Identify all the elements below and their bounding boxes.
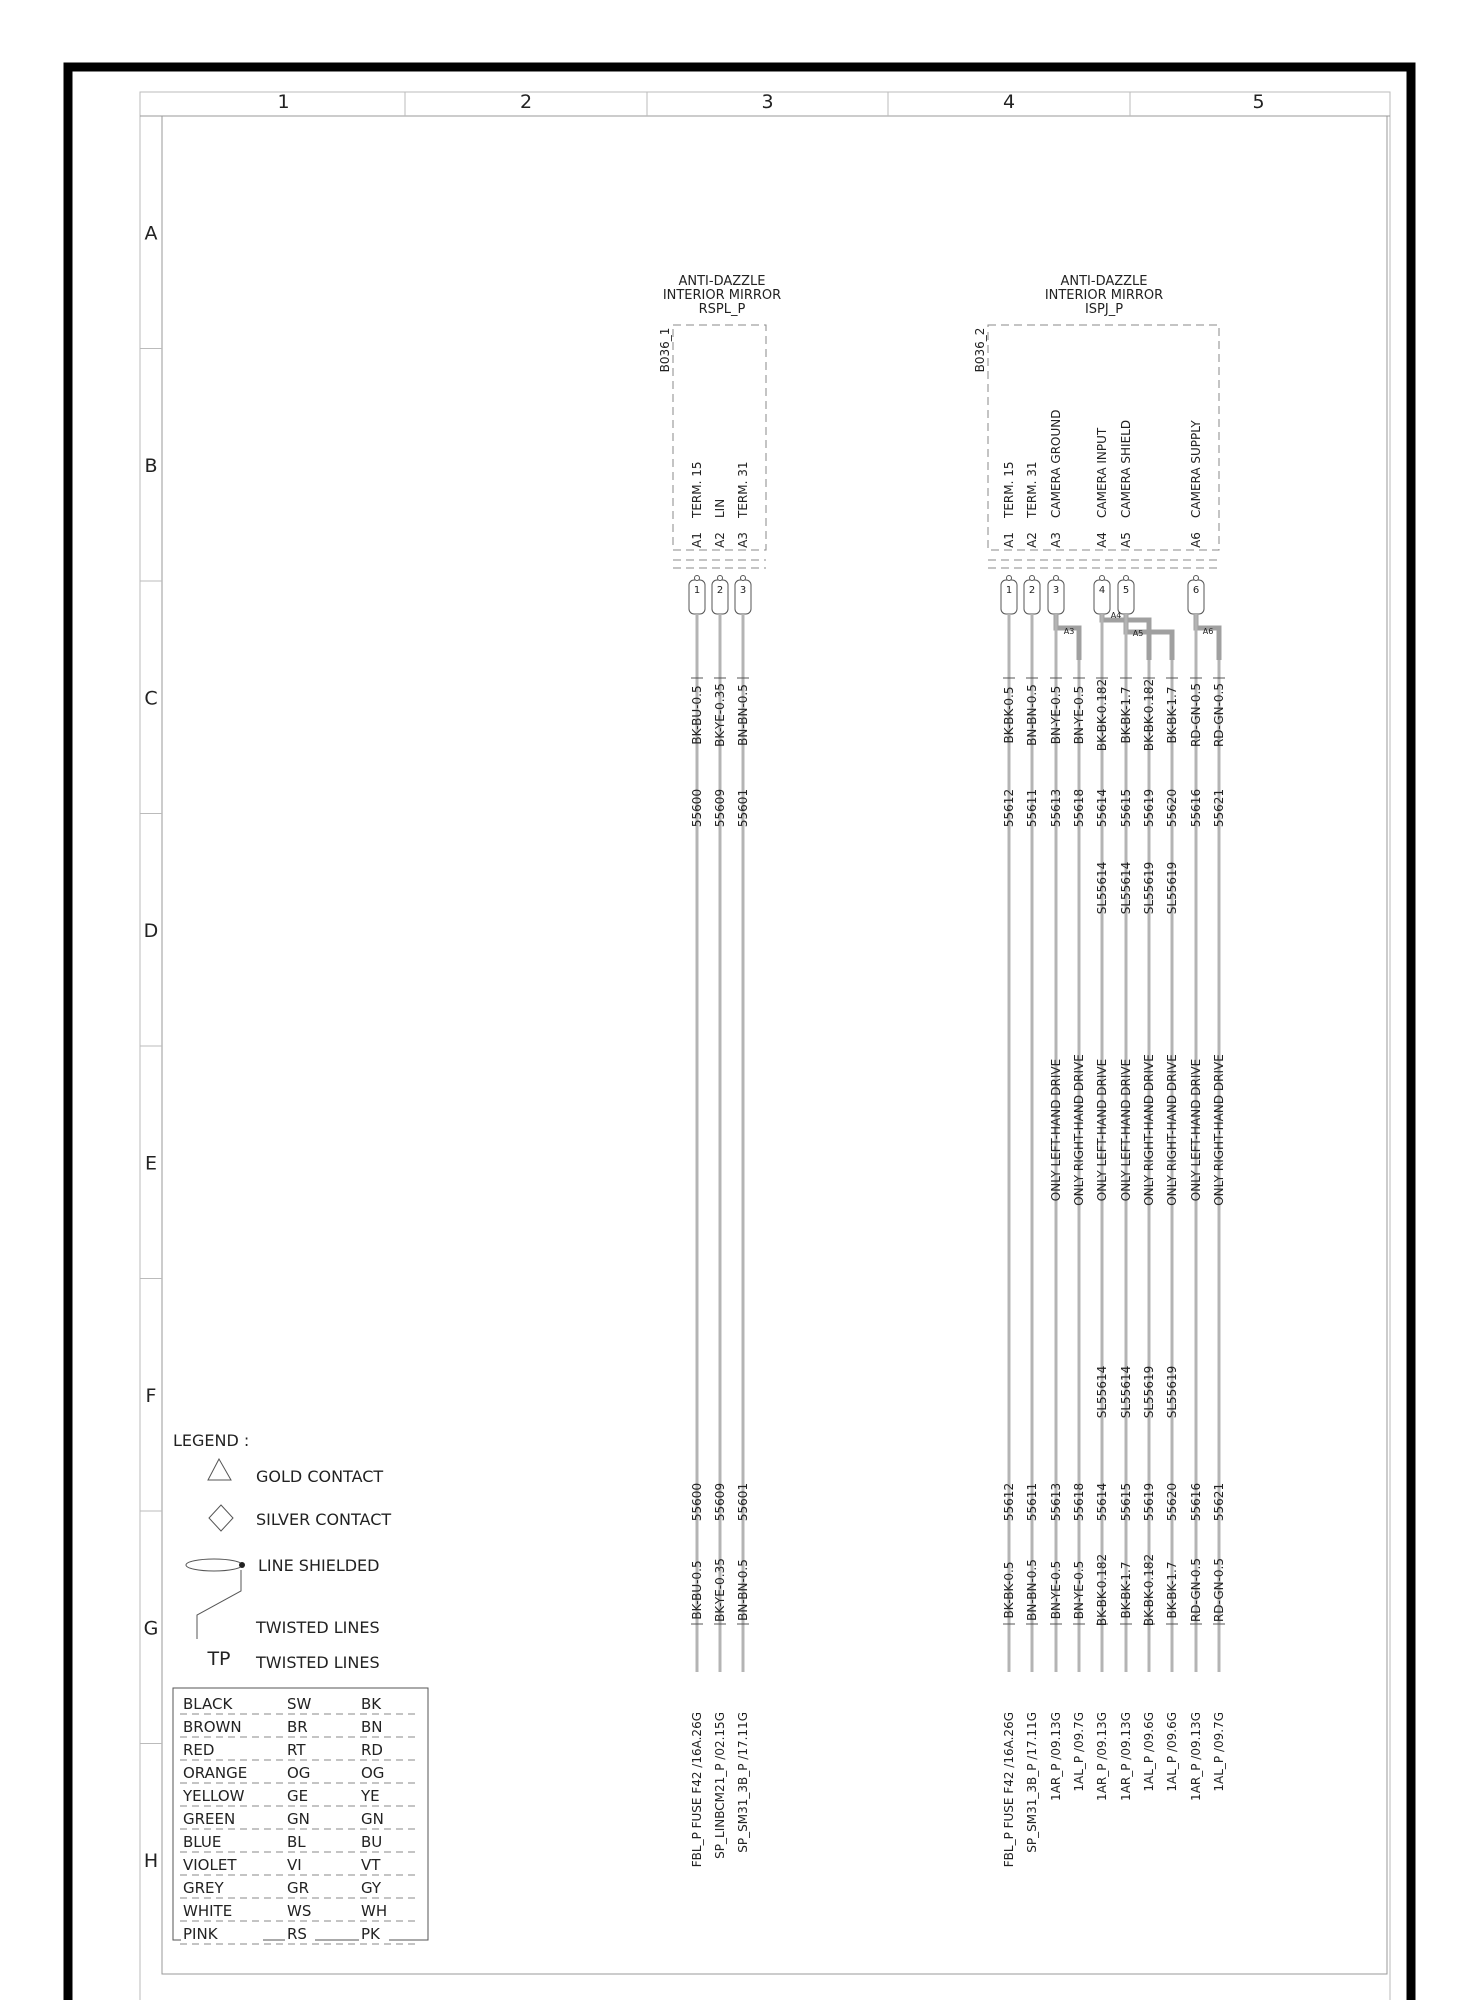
pin-number: 1	[693, 585, 701, 596]
grid-col-label: 1	[277, 91, 290, 113]
shield-label-top: SL55619	[1165, 861, 1179, 915]
color-table-cell: GREEN	[183, 1810, 236, 1828]
shield-label-bottom: SL55619	[1165, 1365, 1179, 1419]
destination-reference: SP_LINBCM21_P /02.15G	[713, 1712, 727, 1859]
color-table-cell: VI	[287, 1856, 302, 1874]
circuit-number-bottom: 55613	[1049, 1482, 1063, 1522]
component-id: B036_2	[973, 327, 987, 373]
color-table-cell: BROWN	[183, 1718, 242, 1736]
grid-row-label: E	[144, 1152, 158, 1175]
color-table-cell: BLACK	[183, 1695, 233, 1713]
pin-number: 6	[1192, 585, 1200, 596]
wire-spec-bottom: BN-YE-0.5	[1049, 1560, 1063, 1620]
wire-spec-top: RD-GN-0.5	[1212, 682, 1226, 748]
wire-spec-top: BN-YE-0.5	[1072, 685, 1086, 745]
wire-spec-bottom: BK-BK-0.182	[1095, 1553, 1109, 1627]
color-table-cell: SW	[287, 1695, 312, 1713]
pin-contact	[695, 576, 700, 581]
drive-variant-note: ONLY RIGHT-HAND DRIVE	[1072, 1054, 1086, 1206]
component-title-line: ANTI-DAZZLE	[1060, 274, 1148, 289]
wire-spec-bottom: BN-YE-0.5	[1072, 1560, 1086, 1620]
wire-spec-top: BN-YE-0.5	[1049, 685, 1063, 745]
circuit-number-bottom: 55620	[1165, 1482, 1179, 1522]
drive-variant-note: ONLY LEFT-HAND DRIVE	[1095, 1058, 1109, 1202]
wire-spec-bottom: RD-GN-0.5	[1189, 1557, 1203, 1623]
wire-spec-bottom: BN-BN-0.5	[1025, 1559, 1039, 1621]
legend-label: GOLD CONTACT	[256, 1467, 384, 1486]
pin-id: A1	[690, 532, 704, 548]
color-table-cell: RD	[361, 1741, 383, 1759]
pin-function: CAMERA GROUND	[1049, 409, 1063, 518]
circuit-number-top: 55618	[1072, 788, 1086, 828]
circuit-number-bottom: 55621	[1212, 1482, 1226, 1522]
circuit-number-top: 55620	[1165, 788, 1179, 828]
pin-id: A6	[1189, 532, 1203, 548]
color-table-cell: VT	[361, 1856, 381, 1874]
pin-number: 3	[739, 585, 747, 596]
circuit-number-top: 55601	[736, 788, 750, 828]
drive-variant-note: ONLY RIGHT-HAND DRIVE	[1212, 1054, 1226, 1206]
destination-reference: 1AL_P /09.7G	[1212, 1712, 1226, 1792]
grid-row-label: B	[144, 454, 158, 477]
grid-row-label: A	[144, 222, 158, 245]
grid-col-label: 3	[761, 91, 774, 113]
pin-number: 3	[1052, 585, 1060, 596]
color-table-cell: OG	[361, 1764, 385, 1782]
wire-spec-top: BK-BK-1.7	[1119, 686, 1133, 744]
branch-label: A6	[1202, 627, 1214, 636]
color-table-cell: OG	[287, 1764, 311, 1782]
destination-reference: FBL_P FUSE F42 /16A.26G	[690, 1712, 704, 1868]
wire-spec-bottom: RD-GN-0.5	[1212, 1557, 1226, 1623]
color-table-cell: BLUE	[183, 1833, 222, 1851]
grid-col-label: 4	[1002, 91, 1016, 113]
color-table-cell: RT	[287, 1741, 306, 1759]
pin-function: LIN	[713, 498, 727, 518]
circuit-number-bottom: 55600	[690, 1482, 704, 1522]
color-table-cell: GY	[361, 1879, 382, 1897]
wire-spec-top: BK-BK-0.182	[1095, 678, 1109, 752]
wire-spec-top: BK-BU-0.5	[690, 685, 704, 745]
color-table-cell: WHITE	[183, 1902, 233, 1920]
wire-spec-bottom: BK-BK-0.5	[1002, 1561, 1016, 1619]
color-table-cell: YELLOW	[183, 1787, 245, 1805]
circuit-number-bottom: 55611	[1025, 1482, 1039, 1522]
pin-function: CAMERA INPUT	[1095, 427, 1109, 518]
pin-number: 2	[716, 585, 724, 596]
wire-spec-top: BN-BN-0.5	[736, 684, 750, 746]
color-table-cell: GR	[287, 1879, 310, 1897]
component-title-line: ISPJ_P	[1084, 302, 1124, 317]
branch-label: A5	[1132, 629, 1144, 638]
color-table-cell: BL	[287, 1833, 306, 1851]
circuit-number-top: 55614	[1095, 788, 1109, 828]
pin-function: TERM. 15	[690, 461, 704, 518]
circuit-number-top: 55619	[1142, 788, 1156, 828]
color-table-cell: GREY	[183, 1879, 224, 1897]
color-table-cell: WH	[361, 1902, 388, 1920]
circuit-number-top: 55600	[690, 788, 704, 828]
wire-spec-top: BN-BN-0.5	[1025, 684, 1039, 746]
circuit-number-bottom: 55612	[1002, 1482, 1016, 1522]
wire-spec-bottom: BK-BK-1.7	[1165, 1561, 1179, 1619]
pin-id: A3	[1049, 532, 1063, 548]
pin-id: A2	[1025, 532, 1039, 548]
wire-spec-top: BK-BK-0.5	[1002, 686, 1016, 744]
wire-spec-bottom: BN-BN-0.5	[736, 1559, 750, 1621]
pin-number: 4	[1098, 585, 1106, 596]
legend-title: LEGEND :	[173, 1431, 250, 1450]
pin-id: A3	[736, 532, 750, 548]
circuit-number-bottom: 55601	[736, 1482, 750, 1522]
drive-variant-note: ONLY LEFT-HAND DRIVE	[1049, 1058, 1063, 1202]
component-title-line: RSPL_P	[698, 302, 746, 317]
circuit-number-bottom: 55614	[1095, 1482, 1109, 1522]
pin-function: CAMERA SUPPLY	[1189, 420, 1203, 518]
pin-contact	[1124, 576, 1129, 581]
grid-col-label: 2	[519, 91, 533, 113]
grid-row-label: F	[145, 1384, 157, 1407]
shield-label-top: SL55619	[1142, 861, 1156, 915]
circuit-number-bottom: 55615	[1119, 1482, 1133, 1522]
circuit-number-top: 55615	[1119, 788, 1133, 828]
wire-spec-top: RD-GN-0.5	[1189, 682, 1203, 748]
color-table-cell: VIOLET	[183, 1856, 237, 1874]
component-title-line: ANTI-DAZZLE	[678, 274, 766, 289]
color-table-cell: PINK	[183, 1925, 218, 1943]
pin-contact	[1054, 576, 1059, 581]
component-id: B036_1	[658, 327, 672, 373]
wire-spec-top: BK-BK-0.182	[1142, 678, 1156, 752]
pin-contact	[1030, 576, 1035, 581]
grid-row-label: D	[143, 919, 159, 942]
color-table-cell: GN	[287, 1810, 310, 1828]
circuit-number-bottom: 55619	[1142, 1482, 1156, 1522]
destination-reference: SP_SM31_3B_P /17.11G	[1025, 1712, 1039, 1853]
pin-contact	[1100, 576, 1105, 581]
legend-label: TWISTED LINES	[256, 1618, 380, 1637]
legend-label: LINE SHIELDED	[258, 1556, 380, 1575]
pin-number: 5	[1122, 585, 1130, 596]
wire-spec-bottom: BK-BU-0.5	[690, 1560, 704, 1620]
destination-reference: 1AL_P /09.6G	[1165, 1712, 1179, 1792]
pin-contact	[1194, 576, 1199, 581]
pin-number: 1	[1005, 585, 1013, 596]
grid-row-label: C	[144, 687, 158, 710]
drive-variant-note: ONLY LEFT-HAND DRIVE	[1189, 1058, 1203, 1202]
shield-label-bottom: SL55614	[1095, 1365, 1109, 1419]
shield-label-top: SL55614	[1119, 861, 1133, 915]
pin-contact	[718, 576, 723, 581]
color-table-cell: WS	[287, 1902, 312, 1920]
color-table-cell: YE	[361, 1787, 380, 1805]
branch-label: A3	[1063, 627, 1075, 636]
destination-reference: 1AR_P /09.13G	[1049, 1712, 1063, 1801]
wire-spec-bottom: BK-BK-1.7	[1119, 1561, 1133, 1619]
grid-row-label: G	[143, 1617, 159, 1640]
color-table-cell: BK	[361, 1695, 382, 1713]
color-table-cell: BR	[287, 1718, 308, 1736]
pin-function: TERM. 31	[736, 461, 750, 518]
pin-function: TERM. 31	[1025, 461, 1039, 518]
legend-label: SILVER CONTACT	[256, 1510, 392, 1529]
color-table-cell: BN	[361, 1718, 383, 1736]
destination-reference: 1AR_P /09.13G	[1119, 1712, 1133, 1801]
color-table-cell: GE	[287, 1787, 309, 1805]
circuit-number-top: 55616	[1189, 788, 1203, 828]
destination-reference: SP_SM31_3B_P /17.11G	[736, 1712, 750, 1853]
shield-label-top: SL55614	[1095, 861, 1109, 915]
destination-reference: 1AR_P /09.13G	[1189, 1712, 1203, 1801]
legend-label: TWISTED LINES	[256, 1653, 380, 1672]
pin-contact	[1007, 576, 1012, 581]
tp-icon: TP	[207, 1648, 231, 1670]
shield-label-bottom: SL55619	[1142, 1365, 1156, 1419]
drive-variant-note: ONLY RIGHT-HAND DRIVE	[1165, 1054, 1179, 1206]
circuit-number-top: 55609	[713, 788, 727, 828]
circuit-number-bottom: 55616	[1189, 1482, 1203, 1522]
destination-reference: 1AL_P /09.7G	[1072, 1712, 1086, 1792]
drive-variant-note: ONLY RIGHT-HAND DRIVE	[1142, 1054, 1156, 1206]
color-table-cell: PK	[361, 1925, 380, 1943]
grid-row-label: H	[143, 1849, 159, 1872]
pin-function: CAMERA SHIELD	[1119, 419, 1133, 518]
wire-spec-top: BK-YE-0.35	[713, 683, 727, 747]
pin-function: TERM. 15	[1002, 461, 1016, 518]
circuit-number-top: 55611	[1025, 788, 1039, 828]
wire-spec-top: BK-BK-1.7	[1165, 686, 1179, 744]
branch-label: A4	[1110, 611, 1122, 620]
destination-reference: FBL_P FUSE F42 /16A.26G	[1002, 1712, 1016, 1868]
component-title-line: INTERIOR MIRROR	[662, 288, 782, 303]
circuit-number-top: 55613	[1049, 788, 1063, 828]
color-table-cell: RS	[287, 1925, 307, 1943]
pin-contact	[741, 576, 746, 581]
grid-col-label: 5	[1252, 91, 1265, 113]
circuit-number-top: 55621	[1212, 788, 1226, 828]
pin-id: A4	[1095, 532, 1109, 548]
color-table-cell: BU	[361, 1833, 383, 1851]
shield-label-bottom: SL55614	[1119, 1365, 1133, 1419]
pin-number: 2	[1028, 585, 1036, 596]
wire-spec-bottom: BK-YE-0.35	[713, 1558, 727, 1622]
circuit-number-bottom: 55618	[1072, 1482, 1086, 1522]
drive-variant-note: ONLY LEFT-HAND DRIVE	[1119, 1058, 1133, 1202]
circuit-number-top: 55612	[1002, 788, 1016, 828]
component-title-line: INTERIOR MIRROR	[1044, 288, 1164, 303]
circuit-number-bottom: 55609	[713, 1482, 727, 1522]
color-table-cell: RED	[183, 1741, 215, 1759]
wire-spec-bottom: BK-BK-0.182	[1142, 1553, 1156, 1627]
pin-id: A2	[713, 532, 727, 548]
color-table-cell: ORANGE	[183, 1764, 248, 1782]
pin-id: A5	[1119, 532, 1133, 548]
pin-id: A1	[1002, 532, 1016, 548]
color-table-cell: GN	[361, 1810, 384, 1828]
destination-reference: 1AR_P /09.13G	[1095, 1712, 1109, 1801]
destination-reference: 1AL_P /09.6G	[1142, 1712, 1156, 1792]
shield-dot	[239, 1562, 245, 1568]
